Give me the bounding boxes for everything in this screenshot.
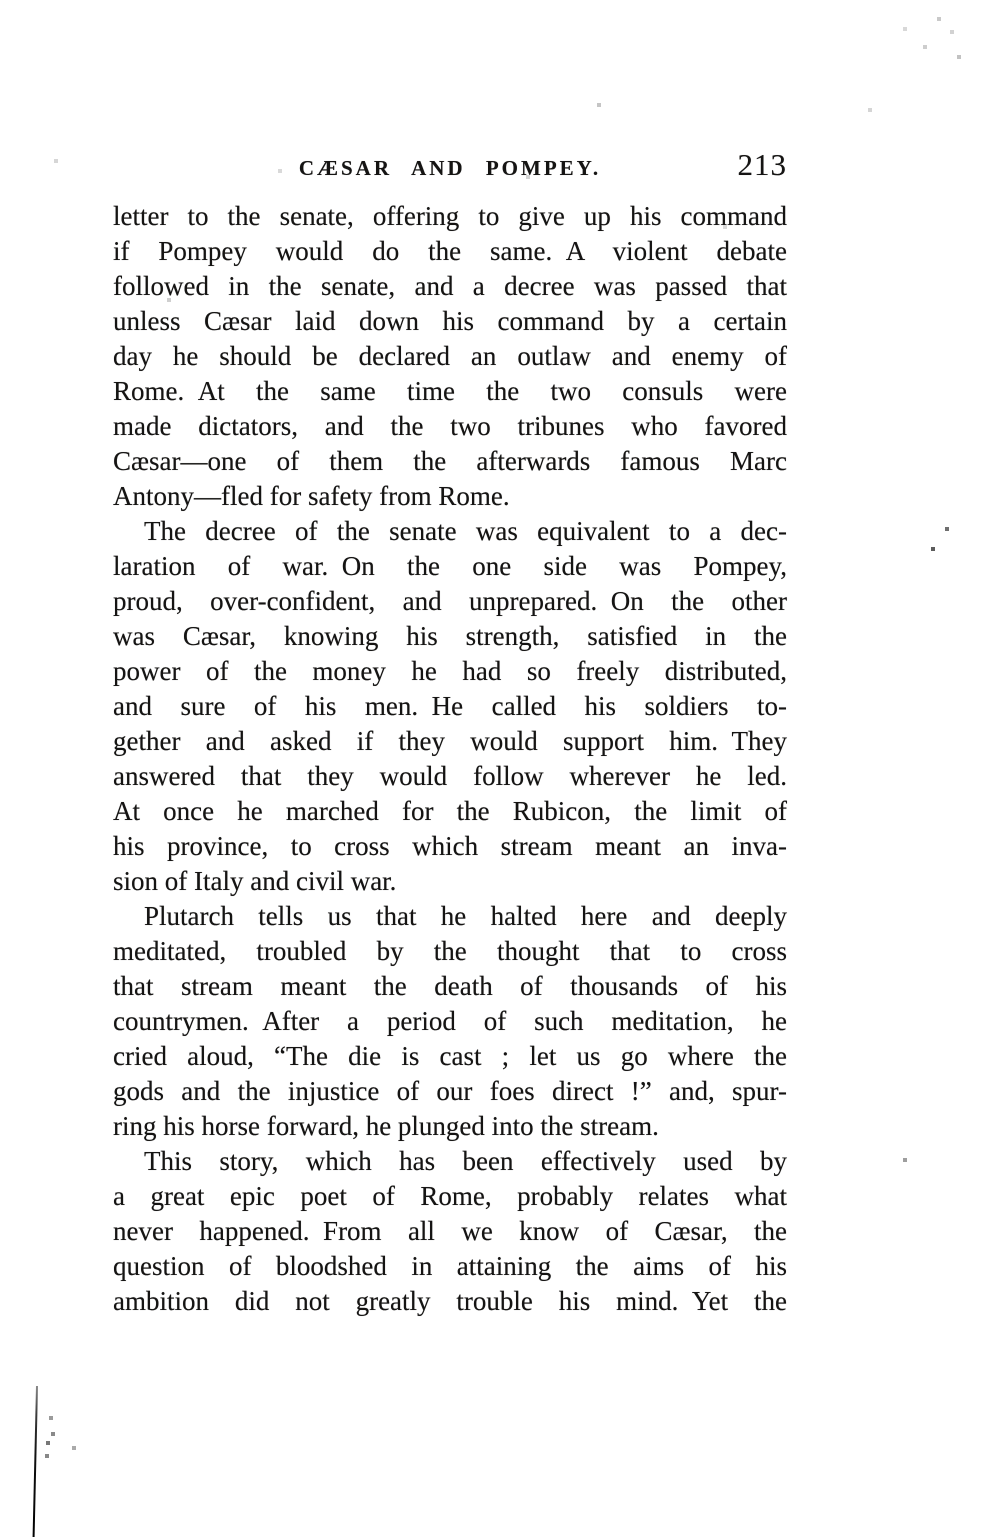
text-line: Rome. At the same time the two consuls were: [113, 376, 787, 406]
text-line: his province, to cross which stream meant an inva-: [113, 831, 787, 861]
page-body: [113, 199, 787, 1319]
text-line: made dictators, and the two tribunes who favored: [113, 411, 787, 441]
text-line: never happened. From all we know of Cæsar, the: [113, 1216, 787, 1246]
text-line: if Pompey would do the same. A violent debate: [113, 236, 787, 266]
header-title: CÆSAR AND POMPEY.: [298, 156, 602, 180]
scan-noise: [0, 0, 2, 2]
paragraph: [113, 199, 787, 514]
text-line: answered that they would follow wherever he led.: [113, 761, 787, 791]
text-line: proud, over-confident, and unprepared. On the other: [113, 586, 787, 616]
running-header: [113, 147, 787, 184]
text-line: gether and asked if they would support him. They: [113, 726, 787, 756]
text-line: ring his horse forward, he plunged into the stream.: [113, 1111, 659, 1141]
binding-mark: [33, 1386, 38, 1537]
text-line: question of bloodshed in attaining the aims of his: [113, 1251, 787, 1281]
paragraph: [113, 514, 787, 899]
text-line: Antony—fled for safety from Rome.: [113, 481, 510, 511]
text-line: sion of Italy and civil war.: [113, 866, 397, 896]
text-line: gods and the injustice of our foes direct !” and, spur-: [113, 1076, 787, 1106]
text-line: day he should be declared an outlaw and enemy of: [113, 341, 787, 371]
paragraph: [113, 899, 787, 1144]
paragraph: [113, 1144, 787, 1319]
text-line: that stream meant the death of thousands of his: [113, 971, 787, 1001]
text-line: Cæsar—one of them the afterwards famous Marc: [113, 446, 787, 476]
text-line: Plutarch tells us that he halted here and deeply: [144, 901, 787, 931]
text-line: This story, which has been effectively used by: [144, 1146, 787, 1176]
text-line: At once he marched for the Rubicon, the limit of: [113, 796, 787, 826]
text-line: power of the money he had so freely distributed,: [113, 656, 787, 686]
text-line: and sure of his men. He called his soldiers to-: [113, 691, 787, 721]
text-line: meditated, troubled by the thought that to cross: [113, 936, 787, 966]
text-line: was Cæsar, knowing his strength, satisfied in the: [113, 621, 787, 651]
text-line: countrymen. After a period of such meditation, he: [113, 1006, 787, 1036]
text-line: The decree of the senate was equivalent to a dec-: [144, 516, 787, 546]
text-line: ambition did not greatly trouble his mind. Yet the: [113, 1286, 787, 1316]
text-line: unless Cæsar laid down his command by a certain: [113, 306, 787, 336]
text-line: cried aloud, “The die is cast ; let us go where the: [113, 1041, 787, 1071]
text-line: a great epic poet of Rome, probably relates what: [113, 1181, 787, 1211]
page-number: 213: [737, 147, 787, 182]
text-line: laration of war. On the one side was Pompey,: [113, 551, 787, 581]
text-line: letter to the senate, offering to give up his command: [113, 201, 787, 231]
text-line: followed in the senate, and a decree was passed that: [113, 271, 787, 301]
